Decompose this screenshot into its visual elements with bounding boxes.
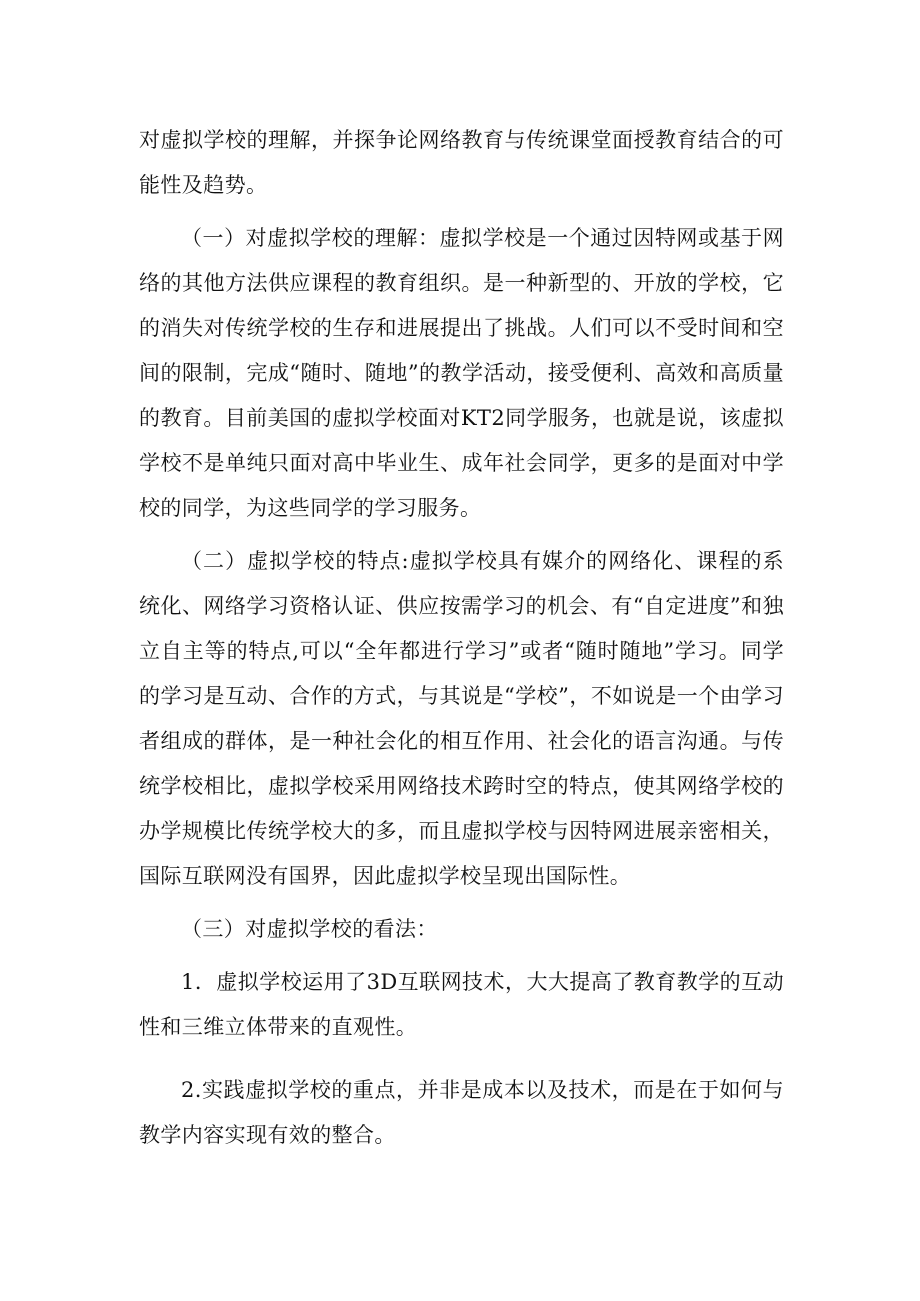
paragraph-point-1: 1．虚拟学校运用了3D互联网技术，大大提高了教育教学的互动性和三维立体带来的直观性。 — [139, 970, 784, 1039]
paragraph-views-heading: （三）对虚拟学校的看法： — [181, 917, 438, 941]
paragraph-point-2: 2.实践虚拟学校的重点，并非是成本以及技术，而是在于如何与教学内容实现有效的整合。 — [139, 1078, 784, 1147]
paragraph-features: （二）虚拟学校的特点:虚拟学校具有媒介的网络化、课程的系统化、网络学习资格认证、供应按需学习的机会、有“自定进度”和独立自主等的特点,可以“全年都进行学习”或者“随时随地”学习。同学的学习是互动、合作的方式，与其说是“学校”，不如说是一个由学习者组成的群体，是一种社会化的相互作用、社会化的语言沟通。与传统学校相比，虚拟学校采用网络技术跨时空的特点，使其网络学校的办学规模比传统学校大的多，而且虚拟学校与因特网进展亲密相关，国际互联网没有国界，因此虚拟学校呈现出国际性。 — [139, 549, 784, 888]
paragraph-understanding: （一）对虚拟学校的理解：虚拟学校是一个通过因特网或基于网络的其他方法供应课程的教育组织。是一种新型的、开放的学校，它的消失对传统学校的生存和进展提出了挑战。人们可以不受时间和空间的限制，完成“随时、随地”的教学活动，接受便利、高效和高质量的教育。目前美国的虚拟学校面对KT2同学服务，也就是说，该虚拟学校不是单纯只面对高中毕业生、成年社会同学，更多的是面对中学校的同学，为这些同学的学习服务。 — [139, 226, 784, 520]
document-body — [139, 118, 784, 1166]
paragraph-intro-continuation: 对虚拟学校的理解，并探争论网络教育与传统课堂面授教育结合的可能性及趋势。 — [139, 128, 784, 197]
